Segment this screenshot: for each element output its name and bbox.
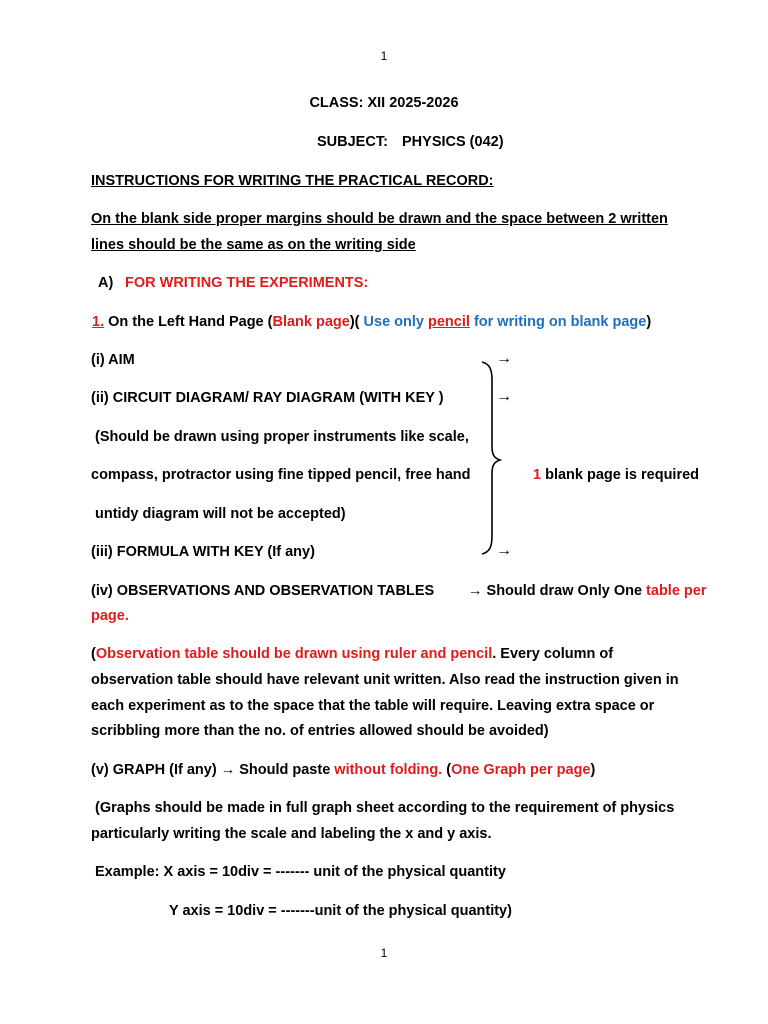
graph-note-line2: particularly writing the scale and labeling the x and y axis. xyxy=(91,826,492,842)
class-line: CLASS: XII 2025-2026 xyxy=(309,95,459,111)
item1-text1: On the Left Hand Page ( xyxy=(108,314,273,330)
graph-line xyxy=(91,761,595,779)
graph-one-per-page: One Graph per page xyxy=(451,762,591,778)
example-y-axis: Y axis = 10div = -------unit of the physical quantity) xyxy=(169,903,512,919)
subject-value: PHYSICS (042) xyxy=(402,134,504,150)
example-x-axis: Example: X axis = 10div = ------- unit of the physical quantity xyxy=(95,864,506,880)
graph-text3: ) xyxy=(590,762,596,778)
obs-note-line2: observation table should have relevant unit written. Also read the instruction given in xyxy=(91,672,679,688)
obs-note-open: ( xyxy=(91,646,96,662)
observations-label: (iv) OBSERVATIONS AND OBSERVATION TABLES xyxy=(91,583,435,599)
diagram-note-line2: compass, protractor using fine tipped pencil, free hand xyxy=(91,467,471,483)
observations-rule xyxy=(468,582,706,600)
arrow-formula: → xyxy=(496,542,512,559)
page-number-bottom: 1 xyxy=(380,946,388,960)
item1-pencil: pencil xyxy=(428,314,470,330)
item1-number: 1. xyxy=(92,314,105,330)
blank-page-count: 1 xyxy=(533,467,542,483)
obs-note-rest: . Every column of xyxy=(492,646,614,662)
instructions-heading: INSTRUCTIONS FOR WRITING THE PRACTICAL RECORD: xyxy=(91,173,494,189)
curly-brace-icon xyxy=(478,360,508,556)
section-a-marker: A) xyxy=(98,275,114,291)
graph-without-folding: without folding. xyxy=(334,762,443,778)
blank-page-required xyxy=(533,466,699,484)
blank-page-text: blank page is required xyxy=(545,467,700,483)
graph-text1: (v) GRAPH (If any) → Should paste xyxy=(91,762,331,778)
aim: (i) AIM xyxy=(91,352,135,368)
margin-note-line2: lines should be the same as on the writing side xyxy=(91,237,416,253)
margin-note-line1: On the blank side proper margins should be drawn and the space between 2 written xyxy=(91,211,668,227)
observations-table-per: table per xyxy=(646,583,707,599)
item1-for-writing: for writing on blank page xyxy=(473,314,647,330)
arrow-circuit: → xyxy=(496,388,512,405)
item1-use-only: Use only xyxy=(363,314,424,330)
observations-page: page. xyxy=(91,608,129,624)
diagram-note-line3: untidy diagram will not be accepted) xyxy=(95,506,346,522)
page-number-top: 1 xyxy=(380,49,388,63)
obs-note-red: Observation table should be drawn using ruler and pencil xyxy=(95,646,493,662)
obs-note-line4: scribbling more than the no. of entries allowed should be avoided) xyxy=(91,723,549,739)
graph-text2: ( xyxy=(446,762,452,778)
graph-note-line1: (Graphs should be made in full graph sheet according to the requirement of physics xyxy=(95,800,675,816)
item1-text3: ) xyxy=(646,314,652,330)
circuit-diagram: (ii) CIRCUIT DIAGRAM/ RAY DIAGRAM (WITH KEY ) xyxy=(91,390,444,406)
obs-note-line1 xyxy=(91,645,613,663)
obs-note-line3: each experiment as to the space that the table will require. Leaving extra space or xyxy=(91,698,655,714)
formula: (iii) FORMULA WITH KEY (If any) xyxy=(91,544,315,560)
item1-line xyxy=(92,313,651,331)
arrow-aim: → xyxy=(496,350,512,367)
section-a-title: FOR WRITING THE EXPERIMENTS: xyxy=(125,275,369,291)
item1-blank-page: Blank page xyxy=(272,314,350,330)
subject-label: SUBJECT: xyxy=(317,134,388,150)
observations-rule-text: → Should draw Only One xyxy=(468,583,643,599)
diagram-note-line1: (Should be drawn using proper instruments like scale, xyxy=(95,429,469,445)
item1-text2: )( xyxy=(349,314,360,330)
